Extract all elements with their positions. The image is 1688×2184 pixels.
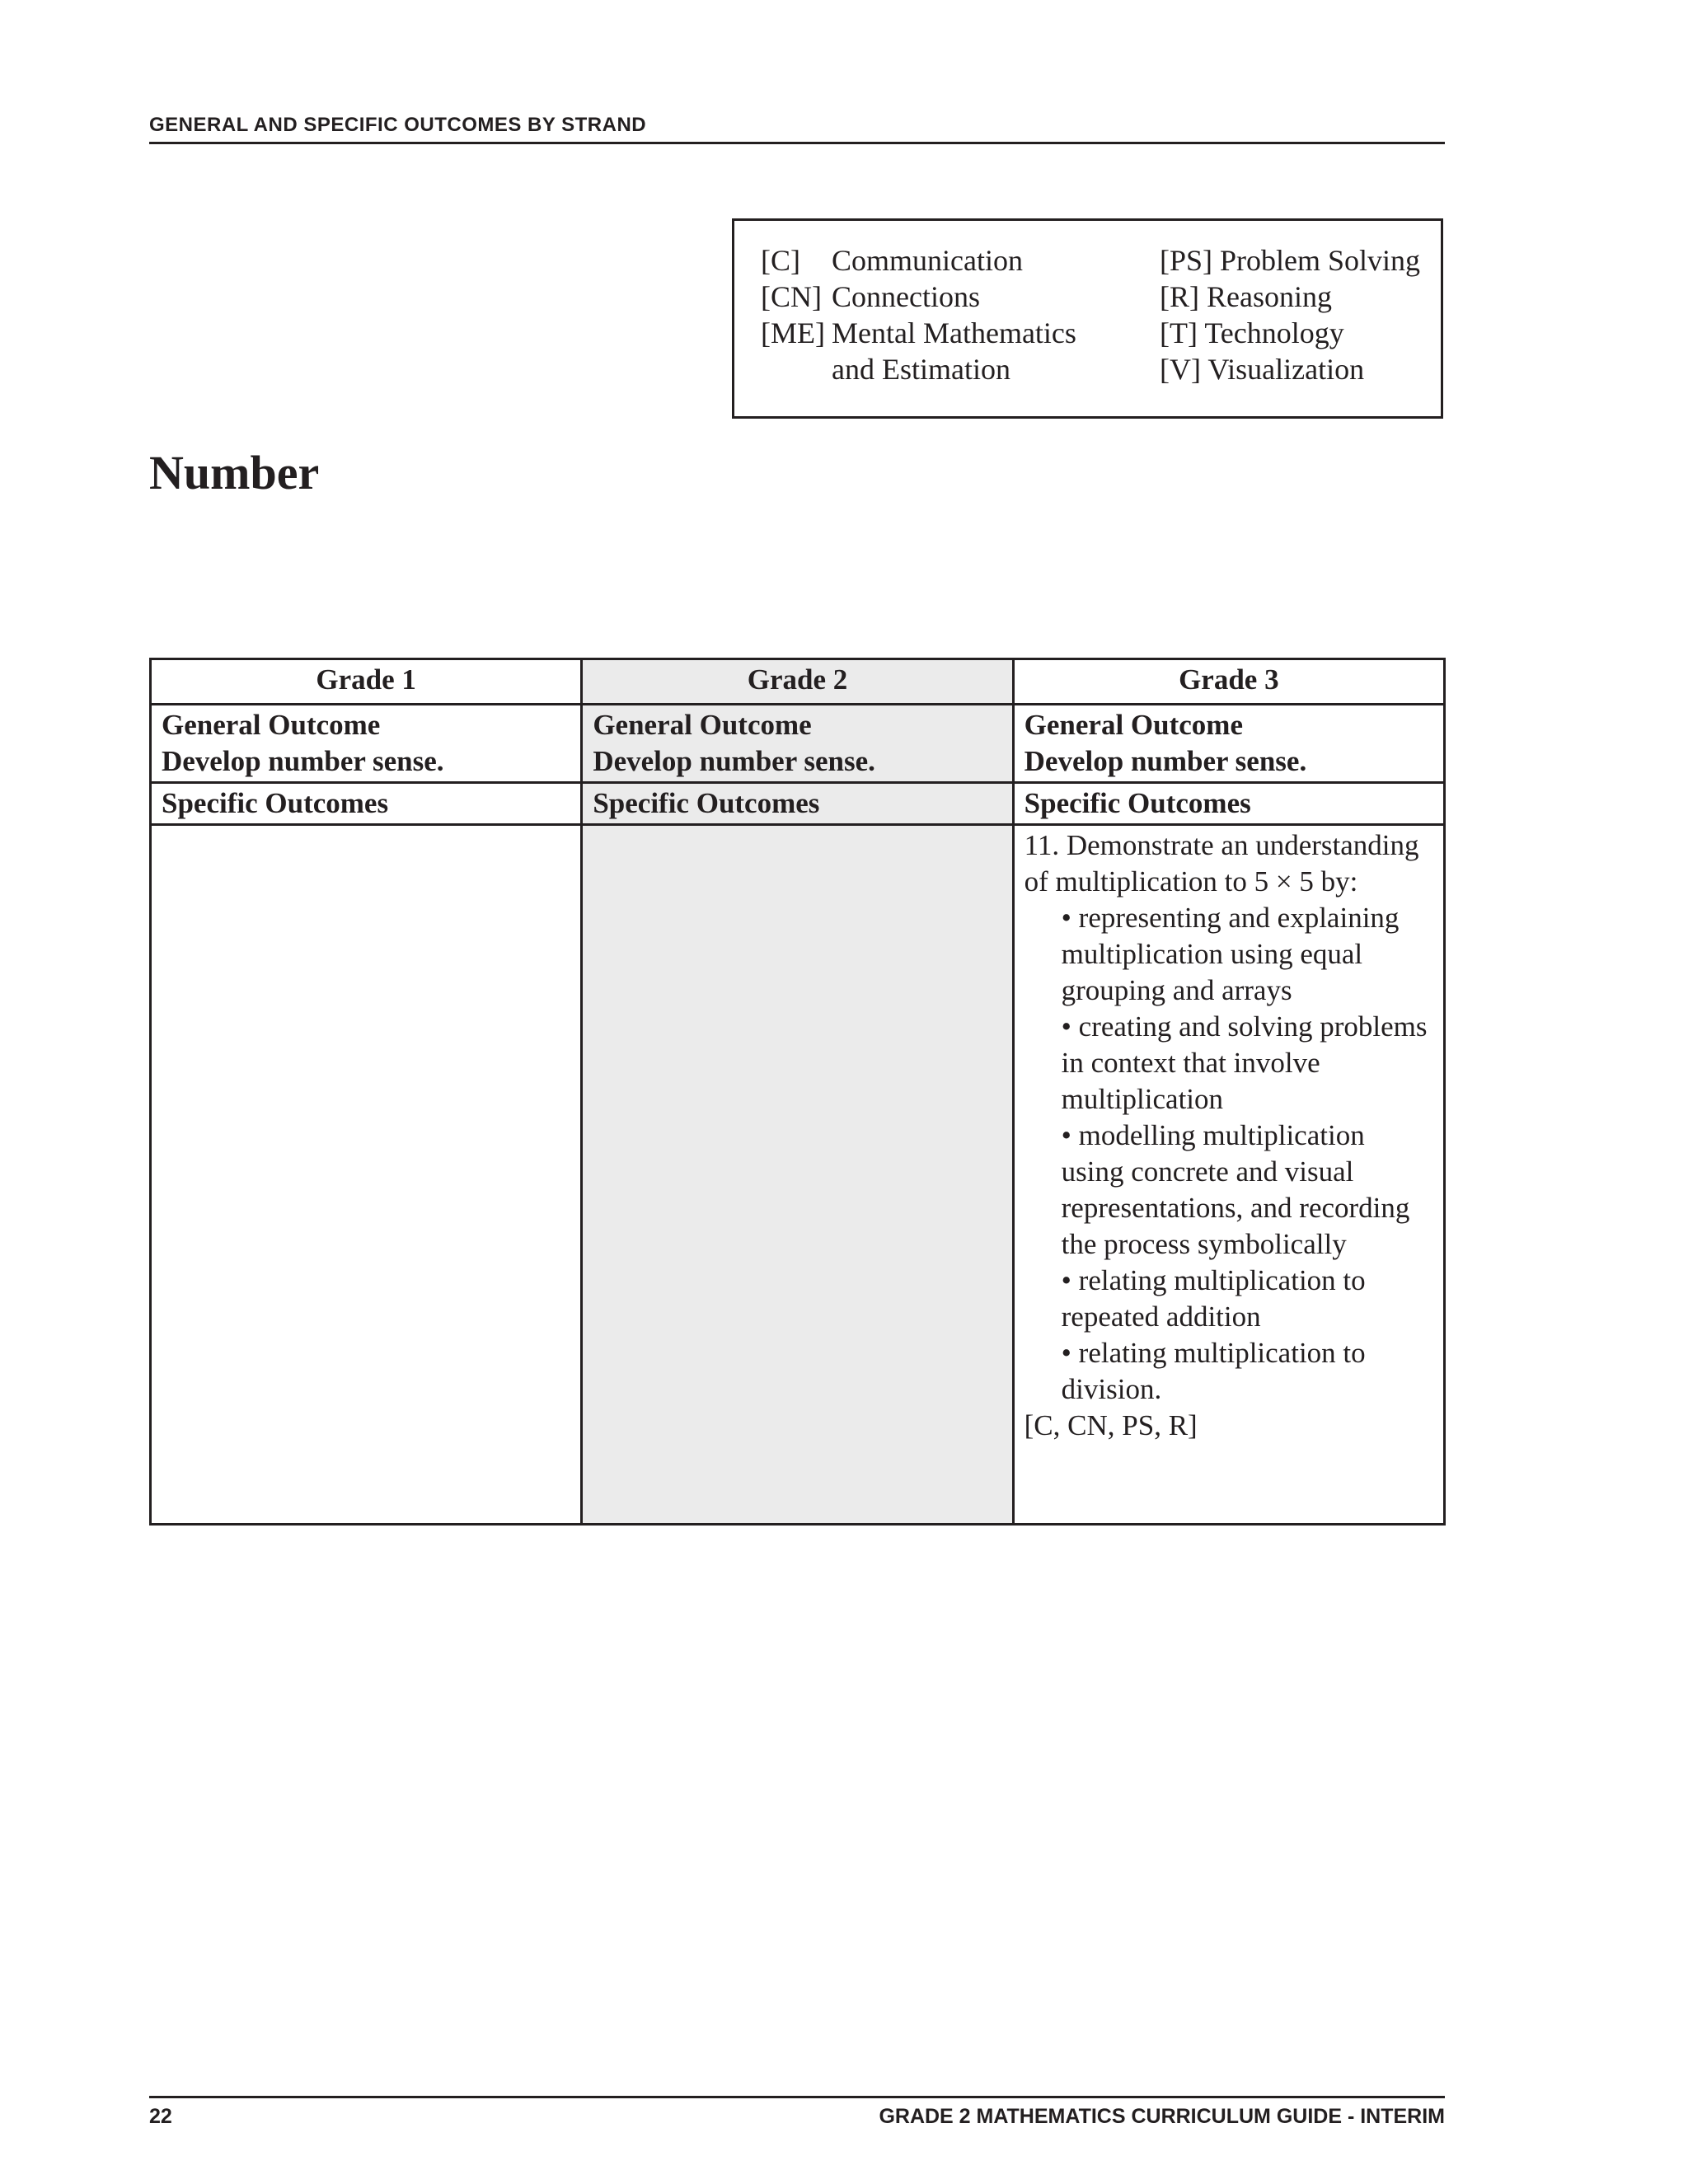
grade-3-outcomes-cell (1013, 825, 1444, 1525)
legend-left-column (761, 242, 1076, 387)
legend-label: Mental Mathematics (832, 316, 1076, 349)
general-outcome-heading: General Outcome (593, 709, 812, 741)
general-outcome-heading: General Outcome (1024, 709, 1243, 741)
running-header: GENERAL AND SPECIFIC OUTCOMES BY STRAND (149, 114, 1445, 144)
guide-title: GRADE 2 MATHEMATICS CURRICULUM GUIDE - INTERIM (879, 2105, 1445, 2128)
specific-outcomes-heading: Specific Outcomes (582, 783, 1013, 825)
outcome-process-codes: [C, CN, PS, R] (1024, 1409, 1198, 1441)
outcomes-body-row (151, 825, 1445, 1525)
legend-code: [CN] (761, 280, 822, 313)
column-header-grade-2: Grade 2 (582, 659, 1013, 705)
outcome-bullet: • modelling multiplication using concrete and visual representations, and recording the process symbolically (1061, 1119, 1410, 1260)
specific-outcomes-row (151, 783, 1445, 825)
legend-item (761, 279, 1076, 315)
outcome-bullet: • relating multiplication to repeated addition (1061, 1264, 1366, 1333)
legend-code: [C] (761, 244, 800, 277)
table-header-row (151, 659, 1445, 705)
legend-item: [R] Reasoning (1160, 280, 1332, 313)
general-outcome-heading: General Outcome (162, 709, 381, 741)
page-number: 22 (149, 2105, 172, 2128)
general-outcome-cell (151, 705, 582, 783)
legend-code: [ME] (761, 316, 825, 349)
legend-right-column (1160, 242, 1420, 387)
process-legend (732, 218, 1443, 419)
general-outcome-text: Develop number sense. (593, 745, 875, 777)
outcome-intro: 11. Demonstrate an understanding of multiplication to 5 × 5 by: (1024, 829, 1419, 898)
legend-item: [T] Technology (1160, 316, 1344, 349)
column-header-grade-1: Grade 1 (151, 659, 582, 705)
legend-item (761, 315, 1076, 351)
legend-label: Connections (832, 280, 980, 313)
general-outcome-cell (1013, 705, 1444, 783)
legend-label: Communication (832, 244, 1023, 277)
specific-outcomes-heading: Specific Outcomes (151, 783, 582, 825)
legend-item (761, 242, 1076, 279)
general-outcome-cell (582, 705, 1013, 783)
outcome-bullet: • relating multiplication to division. (1061, 1337, 1366, 1405)
section-title: Number (149, 446, 320, 499)
outcome-bullet: • creating and solving problems in context that involve multiplication (1061, 1010, 1428, 1115)
legend-continuation: and Estimation (832, 353, 1010, 386)
outcome-bullet: • representing and explaining multiplication using equal grouping and arrays (1061, 902, 1400, 1006)
general-outcome-text: Develop number sense. (162, 745, 444, 777)
column-header-grade-3: Grade 3 (1013, 659, 1444, 705)
specific-outcomes-heading: Specific Outcomes (1013, 783, 1444, 825)
legend-item: [PS] Problem Solving (1160, 244, 1421, 277)
legend-item: [V] Visualization (1160, 353, 1365, 386)
outcome-bullet-list (1025, 900, 1433, 1408)
page-footer (149, 2096, 1445, 2129)
general-outcome-row (151, 705, 1445, 783)
outcomes-table (149, 658, 1446, 1526)
grade-2-outcomes-cell (582, 825, 1013, 1525)
general-outcome-text: Develop number sense. (1024, 745, 1307, 777)
grade-1-outcomes-cell (151, 825, 582, 1525)
